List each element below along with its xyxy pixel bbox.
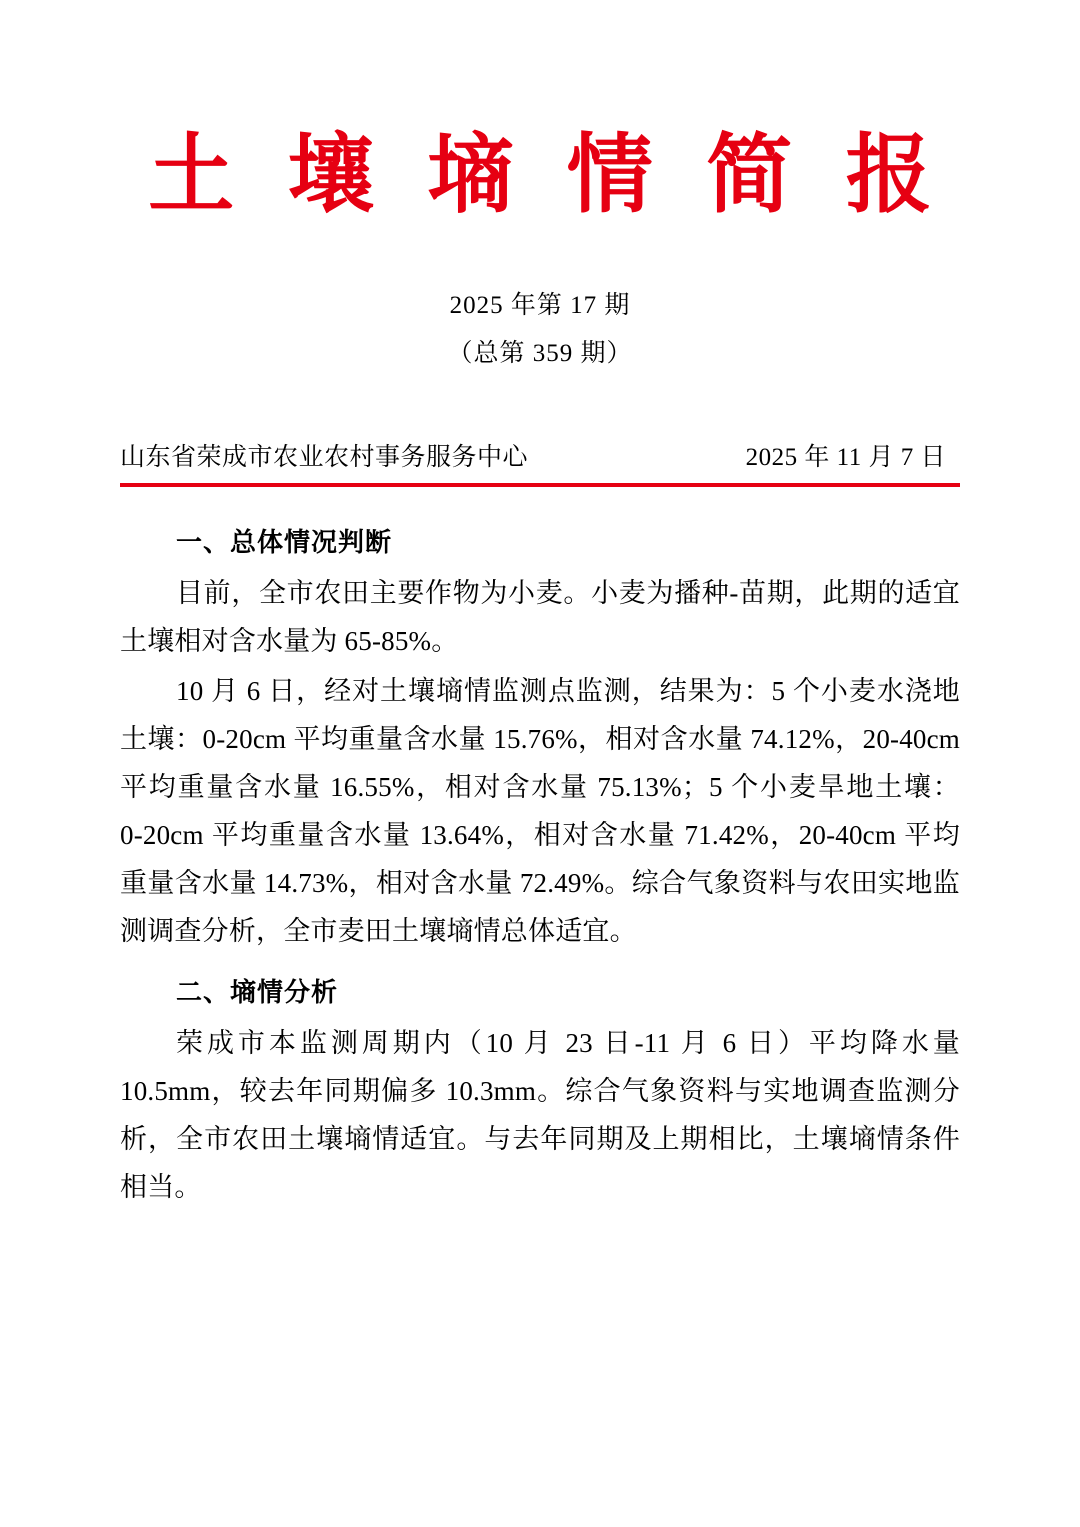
issue-number: 2025 年第 17 期 [449,292,631,320]
section-heading-1: 一、总体情况判断 [176,528,393,559]
section-2-paragraph-1: 荣成市本监测周期内（10 月 23 日‑11 月 6 日）平均降水量 10.5mm，较去年同期偏多 10.3mm。综合气象资料与实地调查监测分析，全市农田土壤墒情适宜。与去年同期及上期相比，土壤墒情条件相当。 [120,1027,960,1202]
document-date: 2025 年 11 月 7 日 [745,444,946,472]
document-body [120,521,960,1211]
masthead [120,0,960,223]
issue-total-number: （总第 359 期） [447,339,633,367]
section-1-paragraph-1: 目前，全市农田主要作物为小麦。小麦为播种‑苗期，此期的适宜土壤相对含水量为 65‑85%。 [120,577,960,656]
document-header [120,437,960,487]
section-heading-2: 二、墒情分析 [176,978,339,1009]
issuing-organization: 山东省荣成市农业农村事务服务中心 [120,444,529,472]
document-title: 土 壤 墒 情 简 报 [148,127,948,223]
section-1-paragraph-2: 10 月 6 日，经对土壤墒情监测点监测，结果为：5 个小麦水浇地土壤：0‑20cm 平均重量含水量 15.76%，相对含水量 74.12%，20‑40cm 平均重量含水量 16.55%，相对含水量 75.13%；5 个小麦旱地土壤：0‑20cm 平均重量含水量 13.64%，相对含水量 71.42%，20‑40cm 平均重量含水量 14.73%，相对含水量 72.49%。综合气象资料与农田实地监测调查分析，全市麦田土壤墒情总体适宜。 [120,675,960,947]
issue-block [120,282,960,377]
